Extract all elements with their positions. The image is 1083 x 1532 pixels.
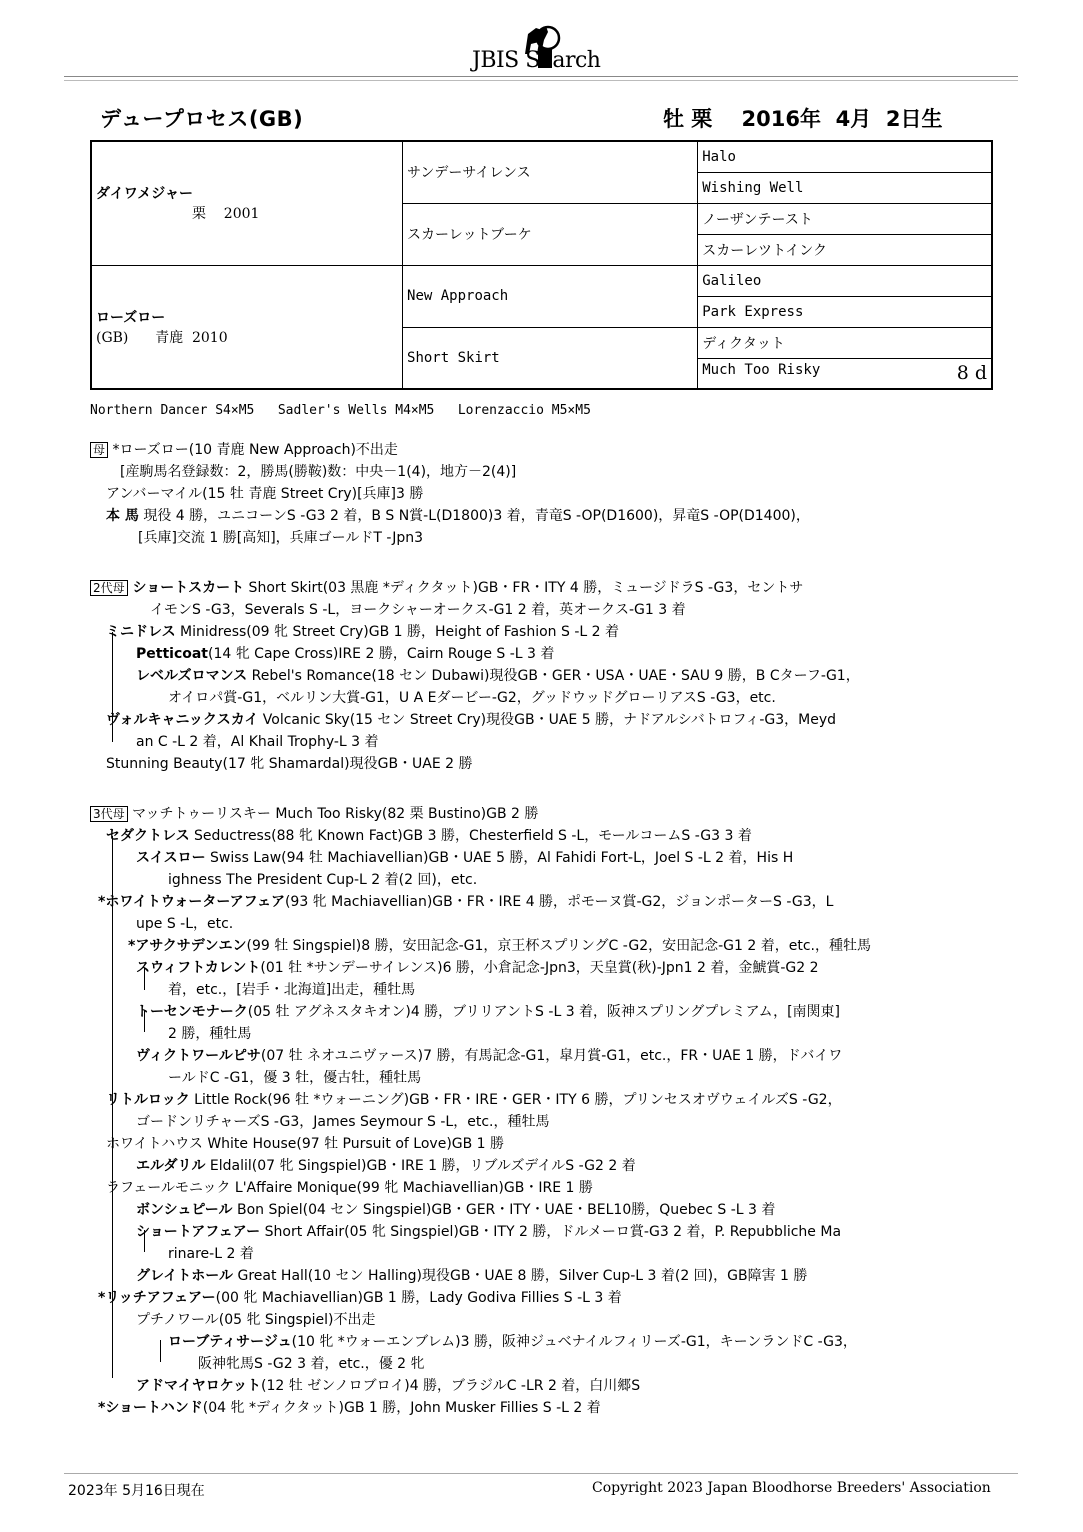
family-line <box>90 440 398 460</box>
family-line <box>168 1068 421 1088</box>
generation-label: 母 <box>90 442 108 458</box>
pedigree-table <box>90 140 993 390</box>
line-text: Bon Spiel(04 セン Singspiel)GB・GER・ITY・UAE・BEL10勝，Quebec S -L 3 着 <box>232 1202 776 1218</box>
line-text: (04 牝 *ディクタット)GB 1 勝，John Musker Fillies S -L 2 着 <box>202 1400 601 1416</box>
g3-cell: Galileo <box>698 265 992 296</box>
line-text: Swiss Law(94 牡 Machiavellian)GB・UAE 5 勝，Al Fahidi Fort-L，Joel S -L 2 着，His H <box>205 850 794 866</box>
horse-name-bold: スウィフトカレント <box>136 960 261 976</box>
family-line <box>90 578 803 598</box>
line-text: (12 牡 ゼンノロブロイ)4 勝，ブラジルC -LR 2 着，白川郷S <box>261 1378 641 1394</box>
line-text: アンバーマイル(15 牡 青鹿 Street Cry)[兵庫]3 勝 <box>106 486 424 502</box>
header-rule <box>64 76 1018 77</box>
family-line <box>120 462 516 482</box>
family-line <box>90 804 538 824</box>
line-text: Volcanic Sky(15 セン Street Cry)現役GB・UAE 5 勝，ナドアルシバトロフィ-G3，Meyd <box>258 712 837 728</box>
g3-cell: ノーザンテースト <box>698 203 992 234</box>
horse-name-bold: *ホワイトウォーターアフェア <box>98 894 285 910</box>
family-line <box>106 826 752 846</box>
horse-name-bold: アドマイヤロケット <box>136 1378 262 1394</box>
line-text: ighness The President Cup-L 2 着(2 回)，etc. <box>168 872 478 888</box>
family-line <box>136 1200 775 1220</box>
family-line <box>136 914 233 934</box>
horse-name-bold: エルダリル <box>136 1158 206 1174</box>
generation-label: 3代母 <box>90 806 128 822</box>
family-line <box>136 1156 636 1176</box>
tree-bar <box>160 1340 161 1362</box>
line-text: オイロパ賞-G1，ベルリン大賞-G1，U A Eダービー-G2，グッドウッドグローリアスS -G3，etc. <box>168 690 776 706</box>
g2-cell: Short Skirt <box>403 327 698 389</box>
family-line <box>136 848 793 868</box>
g3-cell: Halo <box>698 141 992 172</box>
dam-name: ローズロー <box>96 309 166 326</box>
family-line <box>136 1266 807 1286</box>
horse-name-bold: *アサクサデンエン <box>128 938 247 954</box>
line-text: (10 牝 *ウォーエンブレム)3 勝，阪神ジュベナイルフィリーズ-G1，キーンランドC -G3， <box>291 1334 857 1350</box>
line-text: (00 牝 Machiavellian)GB 1 勝，Lady Godiva Fillies S -L 3 着 <box>215 1290 622 1306</box>
g3-cell: Wishing Well <box>698 172 992 203</box>
dam-sub: (GB) 青鹿 2010 <box>96 329 228 346</box>
dosage-value: 8 d <box>956 362 987 385</box>
g3-cell: スカーレツトインク <box>698 234 992 265</box>
g2-cell: サンデーサイレンス <box>403 141 698 203</box>
sire-name: ダイワメジャー <box>96 186 194 203</box>
g3-cell: Park Express <box>698 296 992 327</box>
inbreeding-line: Northern Dancer S4×M5 Sadler's Wells M4×M5 Lorenzaccio M5×M5 <box>90 403 591 418</box>
line-text: (14 牝 Cape Cross)IRE 2 勝，Cairn Rouge S -L 3 着 <box>208 646 555 662</box>
horse-name-bold: セダクトレス <box>106 828 190 844</box>
horse-name-bold: グレイトホール <box>136 1268 234 1284</box>
horse-name-bold: ショートアフェアー <box>136 1224 261 1240</box>
family-line <box>98 1288 622 1308</box>
family-line <box>106 1134 504 1154</box>
line-text: an C -L 2 着，Al Khail Trophy-L 3 着 <box>136 734 379 750</box>
family-line <box>168 870 477 890</box>
family-line <box>98 1398 601 1418</box>
line-text: ホワイトハウス White House(97 牡 Pursuit of Love)GB 1 勝 <box>106 1136 505 1152</box>
family-line <box>128 936 871 956</box>
family-line <box>106 1178 593 1198</box>
family-line <box>106 622 619 642</box>
line-text: [産駒馬名登録数：2，勝馬(勝鞍)数：中央－1(4)，地方－2(4)] <box>120 464 517 480</box>
line-text: マッチトゥーリスキー Much Too Risky(82 栗 Bustino)GB 2 勝 <box>127 806 539 822</box>
family-line <box>136 958 819 978</box>
line-text: プチノワール(05 牝 Singspiel)不出走 <box>136 1312 376 1328</box>
line-text: Great Hall(10 セン Halling)現役GB・UAE 8 勝，Silver Cup-L 3 着(2 回)，GB障害 1 勝 <box>233 1268 808 1284</box>
g2-cell: New Approach <box>403 265 698 327</box>
family-line <box>136 644 554 664</box>
line-text: Rebel's Romance(18 セン Dubawi)現役GB・GER・USA・UAE・SAU 9 勝，B Cターフ-G1， <box>247 668 860 684</box>
family-line <box>136 666 860 686</box>
line-text: Eldalil(07 牝 Singspiel)GB・IRE 1 勝，リブルズデイルS -G2 2 着 <box>205 1158 636 1174</box>
g3-cell-last <box>698 358 992 389</box>
horse-name-bold: ミニドレス <box>106 624 176 640</box>
horse-name-bold: *ショートハンド <box>98 1400 203 1416</box>
horse-name-bold: Petticoat <box>136 646 208 662</box>
family-line <box>138 528 423 548</box>
family-line <box>168 1024 251 1044</box>
horse-name: デュープロセス(GB) <box>100 107 304 131</box>
line-text: Seductress(88 牝 Known Fact)GB 3 勝，Chesterfield S -L，モールコームS -G3 3 着 <box>189 828 752 844</box>
line-text: (07 牡 ネオユニヴァース)7 勝，有馬記念-G1，皐月賞-G1，etc.，FR・UAE 1 勝，ドバイワ <box>260 1048 843 1064</box>
line-text: ラフェールモニック L'Affaire Monique(99 牝 Machiavellian)GB・IRE 1 勝 <box>106 1180 593 1196</box>
line-text: イモンS -G3，Severals S -L，ヨークシャーオークス-G1 2 着，英オークス-G1 3 着 <box>150 602 686 618</box>
line-text: 着，etc.，[岩手・北海道]出走，種牡馬 <box>168 982 416 998</box>
family-line <box>106 754 473 774</box>
horse-name-bold: ヴィクトワールピサ <box>136 1048 261 1064</box>
line-text: (01 牡 *サンデーサイレンス)6 勝，小倉記念-Jpn3，天皇賞(秋)-Jpn1 2 着，金鯱賞-G2 2 <box>260 960 819 976</box>
family-line <box>136 1046 842 1066</box>
family-line <box>106 1090 842 1110</box>
family-line <box>136 1112 549 1132</box>
family-line <box>98 892 833 912</box>
dam-cell <box>91 265 403 389</box>
horse-name-bold: レベルズロマンス <box>136 668 248 684</box>
line-text: ゴードンリチャーズS -G3，James Seymour S -L，etc.，種牡馬 <box>136 1114 550 1130</box>
footer-copyright: Copyright 2023 Japan Bloodhorse Breeders' Association <box>592 1480 991 1496</box>
family-line <box>150 600 686 620</box>
line-text: Stunning Beauty(17 牝 Shamardal)現役GB・UAE 2 勝 <box>106 756 473 772</box>
family-line <box>168 1332 857 1352</box>
footer-rule <box>64 1473 1018 1474</box>
generation-label: 2代母 <box>90 580 128 596</box>
header-rule-2 <box>64 80 1018 81</box>
line-text: ールドC -G1，優 3 牡，優古牡，種牡馬 <box>168 1070 422 1086</box>
line-text: 阪神牝馬S -G2 3 着，etc.，優 2 牝 <box>198 1356 425 1372</box>
horse-name-bold: スイスロー <box>136 850 206 866</box>
line-text: [兵庫]交流 1 勝[高知]，兵庫ゴールドT -Jpn3 <box>138 530 424 546</box>
sire-sub: 栗 2001 <box>192 206 260 223</box>
line-text: Minidress(09 牝 Street Cry)GB 1 勝，Height of Fashion S -L 2 着 <box>175 624 619 640</box>
line-text: 現役 4 勝，ユニコーンS -G3 2 着，B S N賞-L(D1800)3 着，青竜S -OP(D1600)，昇竜S -OP(D1400)， <box>138 508 810 524</box>
line-text: Little Rock(96 牡 *ウォーニング)GB・FR・IRE・GER・ITY 6 勝，プリンセスオヴウェイルズS -G2， <box>189 1092 842 1108</box>
family-line <box>168 1244 254 1264</box>
horse-name-bold: リトルロック <box>106 1092 190 1108</box>
family-line <box>136 1002 840 1022</box>
line-text: Short Skirt(03 黒鹿 *ディクタット)GB・FR・ITY 4 勝，ミュージドラS -G3，セントサ <box>244 580 804 596</box>
horse-name-bold: ショートスカート <box>127 580 245 596</box>
family-line <box>168 980 415 1000</box>
family-line <box>106 710 836 730</box>
horse-name-bold: ヴォルキャニックスカイ <box>106 712 259 728</box>
family-line <box>136 1222 841 1242</box>
family-line <box>136 1310 376 1330</box>
line-text: (99 牡 Singspiel)8 勝，安田記念-G1，京王杯スプリングC -G2，安田記念-G1 2 着，etc.，種牡馬 <box>246 938 871 954</box>
sire-cell <box>91 141 403 265</box>
family-line <box>136 732 379 752</box>
line-text: upe S -L，etc. <box>136 916 234 932</box>
line-text: (93 牝 Machiavellian)GB・FR・IRE 4 勝，ポモーヌ賞-G2，ジョンポーターS -G3，L <box>284 894 834 910</box>
line-text: *ローズロー(10 青鹿 New Approach)不出走 <box>108 442 398 458</box>
horse-info: 牡 栗 2016年 4月 2日生 <box>663 107 943 131</box>
family-line <box>198 1354 425 1374</box>
horse-name-bold: 本 馬 <box>106 508 139 524</box>
horse-name-bold: トーセンモナーク <box>136 1004 248 1020</box>
footer-date: 2023年 5月16日現在 <box>68 1483 205 1499</box>
g2-cell: スカーレットブーケ <box>403 203 698 265</box>
family-line <box>168 688 776 708</box>
horse-name-bold: ローブティサージュ <box>168 1334 292 1350</box>
family-line <box>106 484 423 504</box>
logo-text[interactable]: JBIS Search <box>472 48 601 73</box>
horse-name-bold: ボンシュピール <box>136 1202 233 1218</box>
horse-name-bold: *リッチアフェアー <box>98 1290 216 1306</box>
line-text: (05 牡 アグネスタキオン)4 勝，ブリリアントS -L 3 着，阪神スプリングプレミアム，[南関東] <box>247 1004 841 1020</box>
line-text: rinare-L 2 着 <box>168 1246 254 1262</box>
g3-name: Much Too Risky <box>702 362 821 379</box>
line-text: Short Affair(05 牝 Singspiel)GB・ITY 2 勝，ドルメーロ賞-G3 2 着，P. Repubbliche Ma <box>260 1224 842 1240</box>
family-line <box>106 506 810 526</box>
g3-cell: ディクタット <box>698 327 992 358</box>
line-text: 2 勝，種牡馬 <box>168 1026 252 1042</box>
family-line <box>136 1376 640 1396</box>
